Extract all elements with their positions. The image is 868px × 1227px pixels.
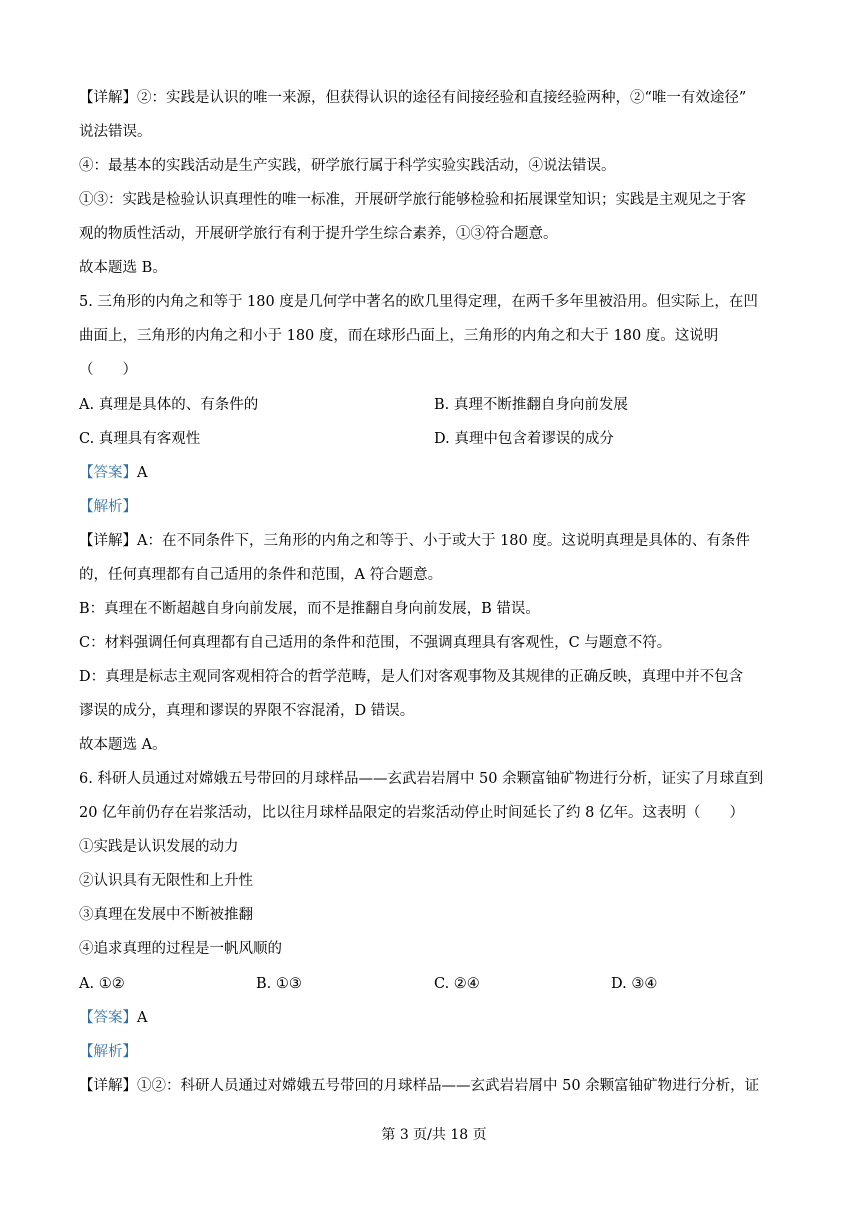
option-a: A. ①② bbox=[79, 976, 125, 992]
detail-tag: 【详解】 bbox=[79, 533, 137, 549]
question-5-stem: 5. 三角形的内角之和等于 180 度是几何学中著名的欧几里得定理，在两千多年里被沿用。但实际上，在凹 bbox=[79, 294, 758, 310]
text-line: C：材料强调任何真理都有自己适用的条件和范围，不强调真理具有客观性，C 与题意不符。 bbox=[79, 635, 672, 651]
statement-3: ③真理在发展中不断被推翻 bbox=[79, 907, 253, 923]
answer-line bbox=[79, 463, 147, 483]
detail-text: A：在不同条件下，三角形的内角之和等于、小于或大于 180 度。这说明真理是具体的、有条件 bbox=[137, 533, 750, 549]
answer-value: A bbox=[137, 1010, 148, 1026]
answer-line bbox=[79, 1008, 147, 1028]
conclusion-line: 故本题选 B。 bbox=[79, 260, 167, 276]
detail-text: ①②：科研人员通过对嫦娥五号带回的月球样品——玄武岩岩屑中 50 余颗富铀矿物进行分析，证 bbox=[137, 1078, 760, 1094]
question-6-stem: 6. 科研人员通过对嫦娥五号带回的月球样品——玄武岩岩屑中 50 余颗富铀矿物进行分析，证实了月球直到 bbox=[79, 771, 764, 787]
statement-2: ②认识具有无限性和上升性 bbox=[79, 873, 253, 889]
question-5-stem-cont: 曲面上，三角形的内角之和小于 180 度，而在球形凸面上，三角形的内角之和大于 180 度。这说明 bbox=[79, 328, 719, 344]
text-line: 观的物质性活动，开展研学旅行有利于提升学生综合素养，①③符合题意。 bbox=[79, 226, 558, 242]
analysis-tag: 【解析】 bbox=[79, 1044, 137, 1060]
option-c: C. 真理具有客观性 bbox=[79, 431, 201, 447]
question-6-stem-cont: 20 亿年前仍存在岩浆活动，比以往月球样品限定的岩浆活动停止时间延长了约 8 亿年。这表明（ ） bbox=[79, 805, 744, 821]
page-number: 第 3 页/共 18 页 bbox=[381, 1127, 487, 1143]
option-b: B. 真理不断推翻自身向前发展 bbox=[434, 397, 628, 413]
statement-1: ①实践是认识发展的动力 bbox=[79, 839, 239, 855]
detail-line bbox=[79, 1076, 759, 1096]
question-5-blank: （ ） bbox=[79, 362, 137, 378]
text-line: D：真理是标志主观同客观相符合的哲学范畴，是人们对客观事物及其规律的正确反映，真理中并不包含 bbox=[79, 669, 744, 685]
detail-line bbox=[79, 531, 750, 551]
conclusion-line: 故本题选 A。 bbox=[79, 737, 167, 753]
text-line: ④：最基本的实践活动是生产实践，研学旅行属于科学实验实践活动，④说法错误。 bbox=[79, 158, 616, 174]
statement-4: ④追求真理的过程是一帆风顺的 bbox=[79, 941, 282, 957]
option-a: A. 真理是具体的、有条件的 bbox=[79, 397, 259, 413]
text-line: 说法错误。 bbox=[79, 124, 152, 140]
answer-value: A bbox=[137, 465, 148, 481]
detail-line bbox=[79, 88, 746, 108]
option-d: D. ③④ bbox=[611, 976, 658, 992]
detail-tag: 【详解】 bbox=[79, 1078, 137, 1094]
text-line: 谬误的成分，真理和谬误的界限不容混淆，D 错误。 bbox=[79, 703, 415, 719]
answer-tag: 【答案】 bbox=[79, 465, 137, 481]
detail-text: ②：实践是认识的唯一来源，但获得认识的途径有间接经验和直接经验两种，②“唯一有效途径” bbox=[137, 90, 747, 106]
text-line: ①③：实践是检验认识真理性的唯一标准，开展研学旅行能够检验和拓展课堂知识；实践是主观见之于客 bbox=[79, 192, 746, 208]
detail-tag: 【详解】 bbox=[79, 90, 137, 106]
analysis-tag: 【解析】 bbox=[79, 499, 137, 515]
text-line: 的，任何真理都有自己适用的条件和范围，A 符合题意。 bbox=[79, 567, 443, 583]
option-b: B. ①③ bbox=[256, 976, 302, 992]
option-c: C. ②④ bbox=[434, 976, 480, 992]
option-d: D. 真理中包含着谬误的成分 bbox=[434, 431, 614, 447]
answer-tag: 【答案】 bbox=[79, 1010, 137, 1026]
text-line: B：真理在不断超越自身向前发展，而不是推翻自身向前发展，B 错误。 bbox=[79, 601, 540, 617]
